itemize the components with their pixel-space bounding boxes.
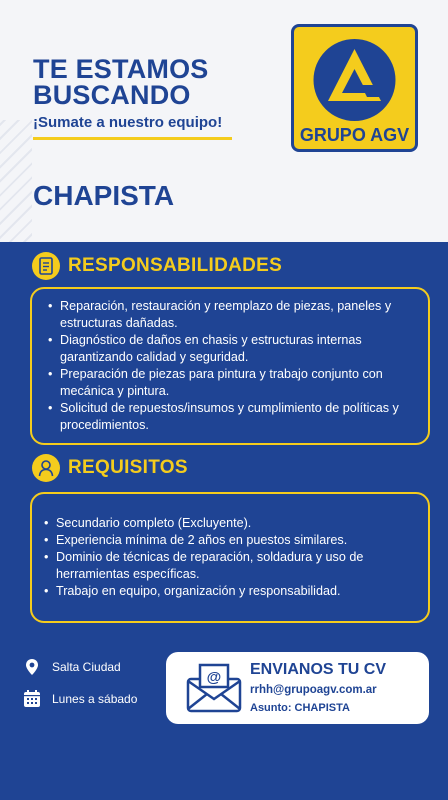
document-icon <box>32 252 60 280</box>
logo-text: GRUPO AGV <box>299 125 410 145</box>
responsabilidades-title: RESPONSABILIDADES <box>68 255 283 276</box>
location-info <box>22 658 121 676</box>
decorative-hatch <box>0 120 32 242</box>
list-item: • Reparación, restauración y reemplazo de piezas, paneles y estructuras dañadas. <box>48 298 416 332</box>
list-item: • Diagnóstico de daños en chasis y estructuras internas garantizando calidad y seguridad. <box>48 332 416 366</box>
schedule-info <box>22 690 137 708</box>
cv-subject <box>250 702 350 714</box>
hero-subtitle: ¡Sumate a nuestro equipo! <box>33 114 223 131</box>
hero-section <box>0 0 448 242</box>
send-cv-card <box>166 652 429 724</box>
requisitos-list <box>44 515 416 600</box>
email-envelope-icon <box>186 663 242 713</box>
calendar-icon <box>22 690 42 708</box>
requisitos-box <box>30 492 430 623</box>
hero-underline <box>33 137 232 140</box>
location-pin-icon <box>22 658 42 676</box>
cv-email-link[interactable]: rrhh@grupoagv.com.ar <box>250 684 377 696</box>
send-cv-title: ENVIANOS TU CV <box>250 661 387 678</box>
list-item: • Dominio de técnicas de reparación, soldadura y uso de herramientas específicas. <box>44 549 416 583</box>
location-text: Salta Ciudad <box>52 660 121 674</box>
company-logo <box>291 24 418 152</box>
job-title: CHAPISTA <box>33 180 175 211</box>
list-item: • Secundario completo (Excluyente). <box>44 515 416 532</box>
schedule-text: Lunes a sábado <box>52 692 138 706</box>
responsabilidades-list <box>48 298 416 434</box>
responsabilidades-box <box>30 287 430 445</box>
requisitos-header <box>32 454 188 482</box>
logo-emblem-icon <box>306 35 403 125</box>
requisitos-title: REQUISITOS <box>68 457 188 478</box>
list-item: • Preparación de piezas para pintura y trabajo conjunto con mecánica y pintura. <box>48 366 416 400</box>
list-item: • Solicitud de repuestos/insumos y cumplimiento de políticas y procedimientos. <box>48 400 416 434</box>
responsabilidades-header <box>32 252 282 280</box>
cv-subject-value: CHAPISTA <box>294 702 350 714</box>
cv-subject-label: Asunto: <box>250 702 292 714</box>
hero-title: TE ESTAMOS BUSCANDO <box>33 54 209 110</box>
list-item: • Trabajo en equipo, organización y responsabilidad. <box>44 583 416 600</box>
svg-text:@: @ <box>206 669 222 686</box>
list-item: • Experiencia mínima de 2 años en puestos similares. <box>44 532 416 549</box>
user-icon <box>32 454 60 482</box>
